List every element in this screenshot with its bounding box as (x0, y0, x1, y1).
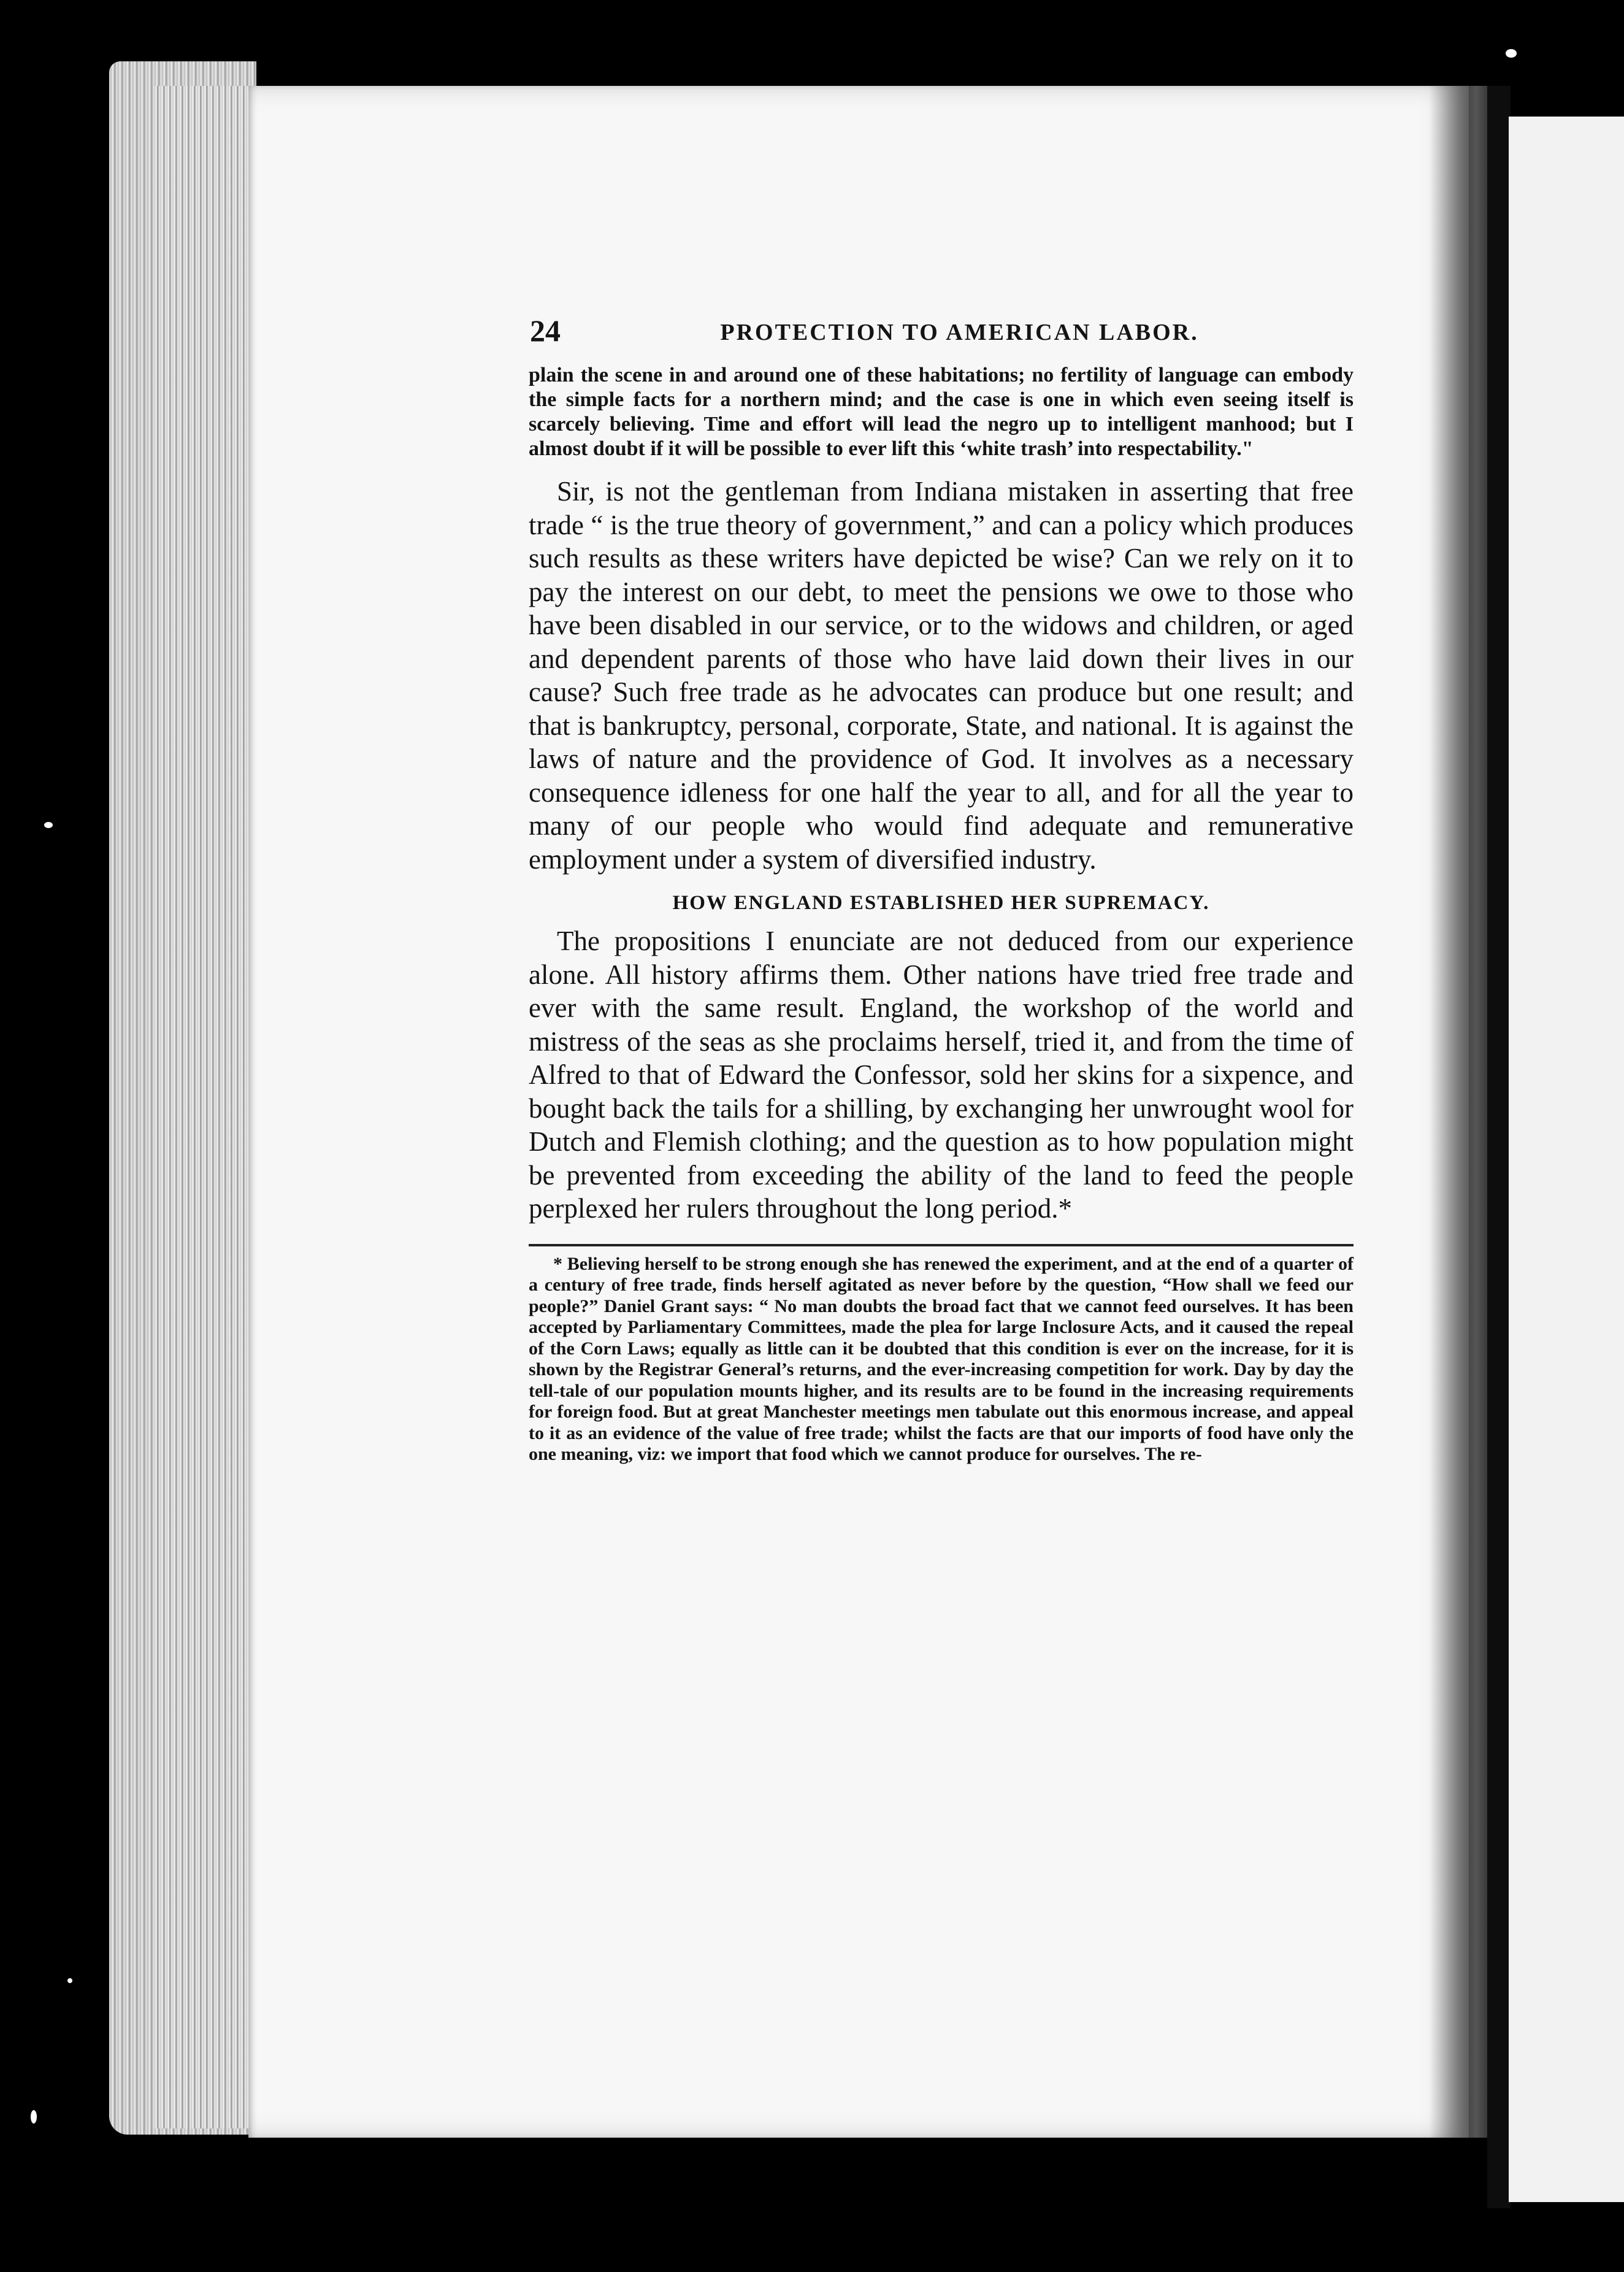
dust-speck (31, 2110, 37, 2124)
running-head (529, 313, 1354, 356)
dust-speck (67, 1978, 72, 1983)
gutter-shadow (1429, 86, 1496, 2138)
section-heading: HOW ENGLAND ESTABLISHED HER SUPREMACY. (672, 892, 1210, 914)
footnote-rule (529, 1244, 1354, 1246)
footnote: * Believing herself to be strong enough she has renewed the experiment, and at the end of a quarter of a century of free trade, finds herself agitated as never before by the question, “How shall we feed our people?” Daniel Grant says: “ No man doubts the broad fact that we cannot feed ourselves. It has been accepted by Parliamentary Committees, made the plea for large Inclosure Acts, and it caused the repeal of the Corn Laws; equally as little can it be doubted that this condition is ever on the increase, for it is shown by the Registrar General’s returns, and the ever-increasing competition for work. Day by day the tell-tale of our population mounts higher, and its results are to be found in the increasing requirements for foreign food. But at great Manchester meetings men tabulate out this enormous increase, and appeal to it as an evidence of the value of free trade; whilst the facts are that our imports of food have only the one meaning, viz: we import that food which we cannot produce for ourselves. The re- (529, 1253, 1354, 1464)
facing-page-edge (1509, 117, 1624, 2202)
paragraph-2: The propositions I enunciate are not deduced from our experience alone. All history affirms them. Other nations have tried free trade and ever with the same result. England, the workshop of the world and mistress of the seas as she proclaims herself, tried it, and from the time of Alfred to that of Edward the Confessor, sold her skins for a sixpence, and bought back the tails for a shilling, by exchanging her unwrought wool for Dutch and Flemish clothing; and the question as to how population might be prevented from exceeding the ability of the land to feed the people perplexed her rulers throughout the long period.* (529, 926, 1354, 1224)
page-text (529, 313, 1354, 1465)
spine-gap (1487, 86, 1511, 2208)
running-title: PROTECTION TO AMERICAN LABOR. (720, 320, 1199, 345)
dust-speck (44, 822, 53, 828)
paragraph-1: Sir, is not the gentleman from Indiana mistaken in asserting that free trade “ is the true theory of government,” and can a policy which produces such results as these writers have depicted be wise? Can we rely on it to pay the interest on our debt, to meet the pensions we owe to those who have been disabled in our service, or to the widows and children, or aged and dependent parents of those who have laid down their lives in our cause? Such free trade as he advocates can produce but one result; and that is bankruptcy, personal, corporate, State, and national. It is against the laws of nature and the providence of God. It involves as a necessary consequence idleness for one half the year to all, and for all the year to many of our people who would find adequate and remunerative employment under a system of diversified industry. (529, 476, 1354, 875)
quote-continuation: plain the scene in and around one of these habitations; no fertility of language can embody the simple facts for a northern mind; and the case is one in which even seeing itself is scarcely believing. Time and effort will lead the negro up to intelligent manhood; but I almost doubt if it will be possible to ever lift this ‘white trash’ into respectability." (529, 364, 1354, 460)
book-page-edges-inner (153, 86, 258, 2128)
dust-speck (1506, 49, 1517, 58)
page-number: 24 (530, 313, 561, 348)
